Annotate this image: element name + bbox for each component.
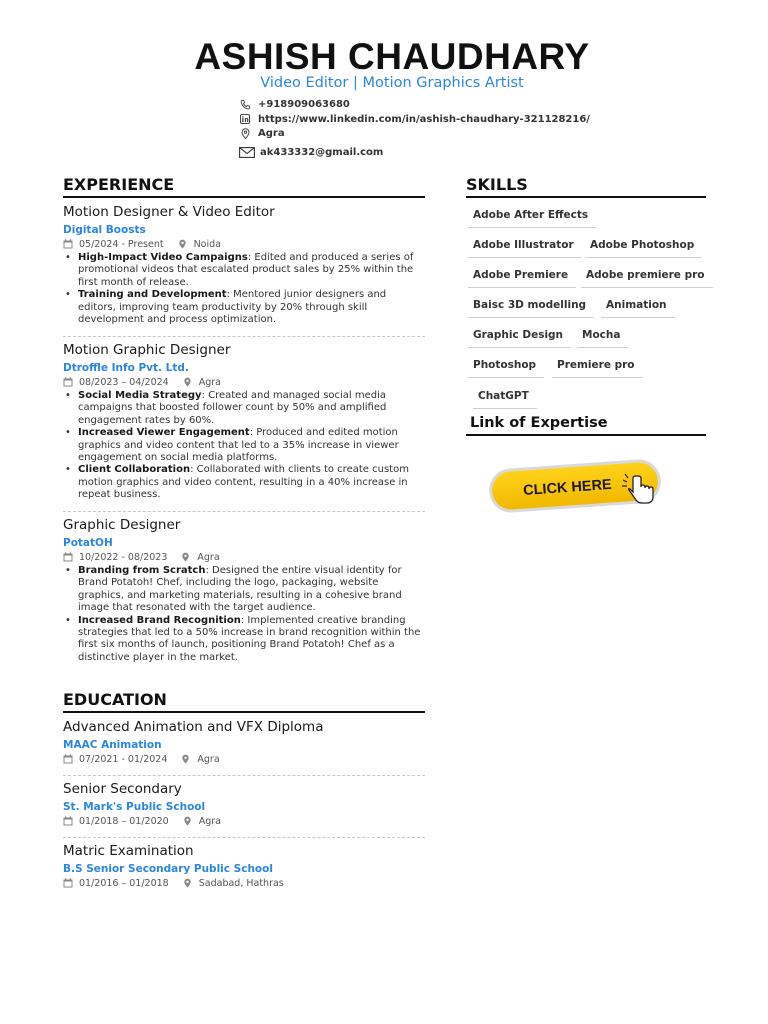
job-dates: 05/2024 - Present bbox=[79, 239, 164, 250]
company-name: Dtroffle Info Pvt. Ltd. bbox=[63, 362, 189, 374]
click-here-label: CLICK HERE bbox=[522, 476, 613, 500]
job-dates: 10/2022 - 08/2023 bbox=[79, 552, 168, 563]
experience-item bbox=[63, 342, 425, 502]
contact-linkedin[interactable] bbox=[238, 113, 590, 125]
contact-phone bbox=[238, 98, 350, 110]
degree-title: Senior Secondary bbox=[63, 781, 182, 797]
location-pin-icon bbox=[178, 239, 189, 250]
job-dates: 08/2023 – 04/2024 bbox=[79, 377, 169, 388]
location-pin-icon bbox=[238, 127, 252, 139]
education-dates: 01/2018 – 01/2020 bbox=[79, 816, 169, 827]
click-here-button[interactable] bbox=[487, 458, 667, 514]
school-name: St. Mark's Public School bbox=[63, 801, 206, 813]
skill-tag: Baisc 3D modelling bbox=[468, 299, 594, 318]
education-dates: 01/2016 – 01/2018 bbox=[79, 878, 169, 889]
click-here-graphic bbox=[487, 458, 667, 514]
education-heading: EDUCATION bbox=[63, 690, 167, 709]
email-link[interactable]: ak433332@gmail.com bbox=[260, 146, 384, 158]
job-bullets bbox=[63, 252, 425, 326]
location-pin-icon bbox=[183, 816, 194, 827]
phone-text: +918909063680 bbox=[258, 98, 350, 110]
education-meta bbox=[63, 816, 425, 827]
location-pin-icon bbox=[181, 754, 192, 765]
bullet-item: • Training and Development: Mentored junior designers and editors, improving team productivity by 20% through skill development and process optimization. bbox=[63, 289, 425, 326]
experience-item bbox=[63, 204, 425, 326]
education-dates: 07/2021 - 01/2024 bbox=[79, 754, 168, 765]
education-rule bbox=[63, 711, 425, 713]
education-item bbox=[63, 843, 425, 889]
location-pin-icon bbox=[181, 552, 192, 563]
education-location: Agra bbox=[197, 754, 220, 765]
calendar-icon bbox=[63, 552, 74, 563]
company-name: PotatOH bbox=[63, 537, 113, 549]
degree-title: Advanced Animation and VFX Diploma bbox=[63, 719, 324, 735]
expertise-rule bbox=[466, 434, 706, 436]
skill-tag: Adobe Photoshop bbox=[585, 239, 702, 258]
bullet-item: • Client Collaboration: Collaborated with clients to create custom motion graphics and video content, resulting in a 40% increase in repeat business. bbox=[63, 464, 425, 501]
location-pin-icon bbox=[183, 878, 194, 889]
education-item bbox=[63, 719, 425, 765]
contact-email[interactable] bbox=[238, 146, 383, 158]
school-name: MAAC Animation bbox=[63, 739, 162, 751]
skill-tag: Adobe premiere pro bbox=[581, 269, 713, 288]
calendar-icon bbox=[63, 816, 74, 827]
skill-tag: Animation bbox=[601, 299, 675, 318]
page-title: ASHISH CHAUDHARY bbox=[194, 36, 590, 77]
job-bullets bbox=[63, 390, 425, 502]
divider bbox=[63, 837, 425, 838]
bullet-item: • Increased Viewer Engagement: Produced and edited motion graphics and video content that led to a 35% increase in viewer engagement on social media platforms. bbox=[63, 427, 425, 464]
job-location: Agra bbox=[198, 377, 221, 388]
linkedin-link[interactable]: https://www.linkedin.com/in/ashish-chaudhary-321128216/ bbox=[258, 113, 590, 125]
skill-tag: Graphic Design bbox=[468, 329, 571, 348]
education-item bbox=[63, 781, 425, 827]
expertise-heading: Link of Expertise bbox=[470, 415, 608, 431]
bullet-item: • High-Impact Video Campaigns: Edited and produced a series of promotional videos that escalated product sales by 25% within the first month of release. bbox=[63, 252, 425, 289]
job-location: Agra bbox=[197, 552, 220, 563]
experience-rule bbox=[63, 196, 425, 198]
experience-item bbox=[63, 517, 425, 664]
skills-heading: SKILLS bbox=[466, 175, 528, 194]
skill-tag: Photoshop bbox=[468, 359, 544, 378]
skill-tag: Adobe Premiere bbox=[468, 269, 576, 288]
job-subtitle: Video Editor | Motion Graphics Artist bbox=[260, 75, 524, 91]
skill-tag: ChatGPT bbox=[473, 390, 537, 409]
linkedin-icon bbox=[238, 113, 252, 125]
skills-rule bbox=[466, 196, 706, 198]
contact-location bbox=[238, 127, 285, 139]
calendar-icon bbox=[63, 377, 74, 388]
job-location: Noida bbox=[193, 239, 221, 250]
divider bbox=[63, 336, 425, 337]
degree-title: Matric Examination bbox=[63, 843, 194, 859]
calendar-icon bbox=[63, 239, 74, 250]
location-pin-icon bbox=[183, 377, 194, 388]
skill-tag: Premiere pro bbox=[552, 359, 643, 378]
job-title: Motion Graphic Designer bbox=[63, 342, 231, 358]
job-meta bbox=[63, 552, 425, 563]
divider bbox=[63, 511, 425, 512]
job-meta bbox=[63, 239, 425, 250]
location-text: Agra bbox=[258, 127, 285, 139]
job-title: Motion Designer & Video Editor bbox=[63, 204, 275, 220]
company-name: Digital Boosts bbox=[63, 224, 146, 236]
education-meta bbox=[63, 878, 425, 889]
education-location: Sadabad, Hathras bbox=[198, 878, 284, 889]
calendar-icon bbox=[63, 878, 74, 889]
school-name: B.S Senior Secondary Public School bbox=[63, 863, 273, 875]
bullet-item: • Increased Brand Recognition: Implemented creative branding strategies that led to a 50% increase in brand recognition within the first six months of launch, positioning Brand Potatoh! Chef as a distinctive player in the market. bbox=[63, 615, 425, 665]
calendar-icon bbox=[63, 754, 74, 765]
email-icon bbox=[238, 146, 255, 158]
job-bullets bbox=[63, 565, 425, 664]
experience-heading: EXPERIENCE bbox=[63, 175, 175, 194]
job-meta bbox=[63, 377, 425, 388]
divider bbox=[63, 775, 425, 776]
bullet-item: • Social Media Strategy: Created and managed social media campaigns that boosted follower count by 50% and amplified engagement rates by 60%. bbox=[63, 390, 425, 427]
skill-tag: Mocha bbox=[577, 329, 628, 348]
education-meta bbox=[63, 754, 425, 765]
bullet-item: • Branding from Scratch: Designed the entire visual identity for Brand Potatoh! Chef, including the logo, packaging, website graphics, and marketing materials, resulting in a cohesive brand image that resonated with the target audience. bbox=[63, 565, 425, 615]
phone-icon bbox=[238, 98, 252, 110]
job-title: Graphic Designer bbox=[63, 517, 181, 533]
education-location: Agra bbox=[198, 816, 221, 827]
skill-tag: Adobe After Effects bbox=[468, 209, 596, 228]
skill-tag: Adobe Illustrator bbox=[468, 239, 582, 258]
